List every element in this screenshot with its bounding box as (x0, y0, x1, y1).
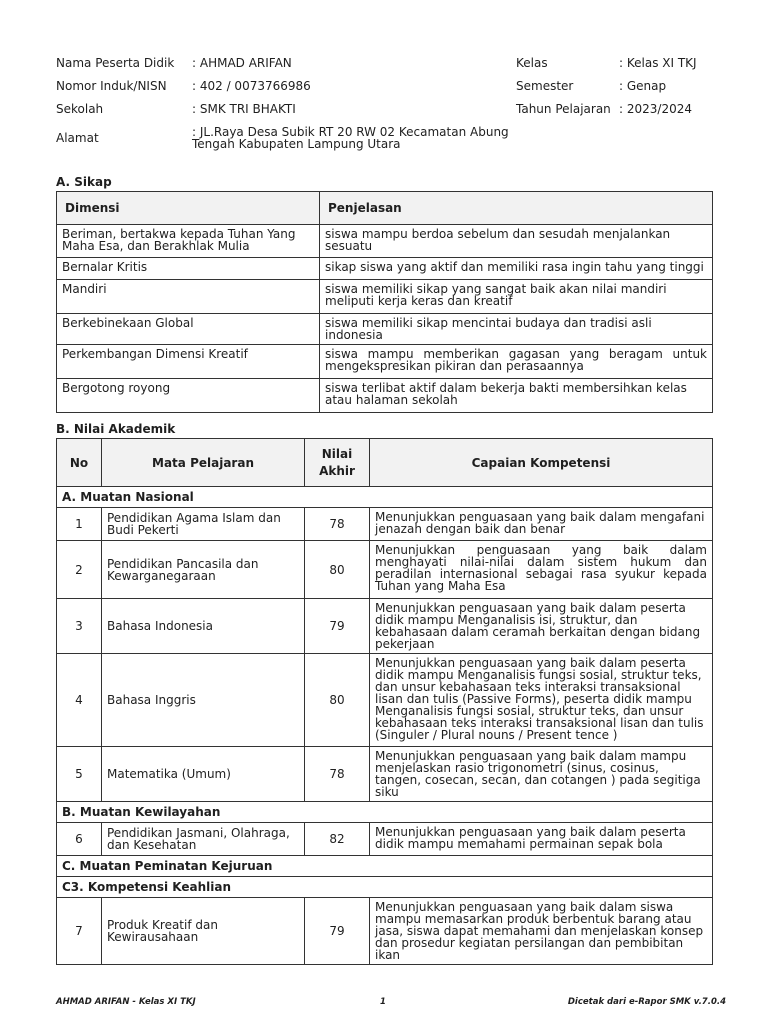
nilai-header-no: No (57, 439, 102, 487)
sikap-penjelasan: siswa memiliki sikap mencintai budaya dan tradisi asli indonesia (320, 314, 713, 345)
row-mapel: Pendidikan Pancasila dan Kewarganegaraan (102, 541, 305, 599)
sikap-section-title: A. Sikap (56, 175, 112, 189)
row-capaian: Menunjukkan penguasaan yang baik dalam siswa mampu memasarkan produk berbentuk barang atau jasa, siswa dapat memahami dan menjelaskan konsep dan prosedur kegiatan persilangan dan pembibitan ikan (370, 898, 713, 965)
row-nilai: 78 (305, 747, 370, 802)
row-mapel: Pendidikan Agama Islam dan Budi Pekerti (102, 508, 305, 541)
row-capaian: Menunjukkan penguasaan yang baik dalam mampu menjelaskan rasio trigonometri (sinus, cosinus, tangen, cosecan, secan, dan cotangen ) pada segitiga siku (370, 747, 713, 802)
sikap-header-row (57, 192, 713, 225)
row-nilai: 80 (305, 654, 370, 747)
group-muatan-peminatan: C. Muatan Peminatan Kejuruan (57, 856, 713, 877)
sikap-dimensi: Perkembangan Dimensi Kreatif (57, 345, 320, 379)
semester-label: Semester (516, 79, 574, 93)
table-row (57, 280, 713, 314)
sikap-dimensi: Bernalar Kritis (57, 258, 320, 280)
nisn-value: : 402 / 0073766986 (192, 79, 311, 93)
group-row (57, 856, 713, 877)
row-nilai: 79 (305, 898, 370, 965)
row-no: 1 (57, 508, 102, 541)
table-row (57, 898, 713, 965)
row-nilai: 80 (305, 541, 370, 599)
row-capaian: Menunjukkan penguasaan yang baik dalam peserta didik mampu Menganalisis fungsi sosial, struktur teks, dan unsur kebahasaan teks interaksi transaksional lisan dan tulis (Passive Forms), peserta didik mampu Menganalisis fungsi sosial, struktur teks, dan unsur kebahasaan teks interaksi transaksional lisan dan tulis (Singuler / Plural nouns / Present tence ) (370, 654, 713, 747)
table-row (57, 258, 713, 280)
table-row (57, 747, 713, 802)
row-no: 5 (57, 747, 102, 802)
group-kompetensi-keahlian: C3. Kompetensi Keahlian (57, 877, 713, 898)
footer-page-number: 1 (380, 997, 386, 1007)
tahun-value: : 2023/2024 (619, 102, 692, 116)
kelas-label: Kelas (516, 56, 548, 70)
sikap-penjelasan: sikap siswa yang aktif dan memiliki rasa ingin tahu yang tinggi (320, 258, 713, 280)
nilai-header-nilai: Nilai Akhir (305, 439, 370, 487)
sikap-dimensi: Bergotong royong (57, 379, 320, 413)
table-row (57, 823, 713, 856)
sikap-penjelasan: siswa mampu memberikan gagasan yang beragam untuk mengekspresikan pikiran dan perasaannya (320, 345, 713, 379)
footer-student: AHMAD ARIFAN - Kelas XI TKJ (56, 997, 196, 1007)
row-no: 7 (57, 898, 102, 965)
table-row (57, 314, 713, 345)
tahun-label: Tahun Pelajaran (516, 102, 611, 116)
nilai-header-mapel: Mata Pelajaran (102, 439, 305, 487)
alamat-label: Alamat (56, 131, 99, 145)
row-nilai: 82 (305, 823, 370, 856)
row-capaian: Menunjukkan penguasaan yang baik dalam mengafani jenazah dengan baik dan benar (370, 508, 713, 541)
table-row (57, 379, 713, 413)
table-row (57, 599, 713, 654)
group-muatan-nasional: A. Muatan Nasional (57, 487, 713, 508)
row-mapel: Pendidikan Jasmani, Olahraga, dan Kesehatan (102, 823, 305, 856)
row-mapel: Matematika (Umum) (102, 747, 305, 802)
table-row (57, 225, 713, 258)
footer-printed-by: Dicetak dari e-Rapor SMK v.7.0.4 (567, 997, 726, 1007)
row-no: 6 (57, 823, 102, 856)
group-muatan-kewilayahan: B. Muatan Kewilayahan (57, 802, 713, 823)
row-no: 4 (57, 654, 102, 747)
sikap-penjelasan: siswa terlibat aktif dalam bekerja bakti membersihkan kelas atau halaman sekolah (320, 379, 713, 413)
nisn-label: Nomor Induk/NISN (56, 79, 167, 93)
row-nilai: 79 (305, 599, 370, 654)
table-row (57, 345, 713, 379)
alamat-value: : JL.Raya Desa Subik RT 20 RW 02 Kecamatan Abung Tengah Kabupaten Lampung Utara (192, 125, 509, 151)
sikap-dimensi: Mandiri (57, 280, 320, 314)
table-row (57, 508, 713, 541)
row-mapel: Bahasa Indonesia (102, 599, 305, 654)
nama-value: : AHMAD ARIFAN (192, 56, 292, 70)
table-row (57, 654, 713, 747)
table-row (57, 541, 713, 599)
semester-value: : Genap (619, 79, 667, 93)
group-row (57, 802, 713, 823)
sikap-table (56, 191, 713, 413)
row-no: 2 (57, 541, 102, 599)
sikap-penjelasan: siswa memiliki sikap yang sangat baik akan nilai mandiri meliputi kerja keras dan kreatif (320, 280, 713, 314)
sikap-dimensi: Berkebinekaan Global (57, 314, 320, 345)
nilai-table (56, 438, 713, 965)
group-row (57, 877, 713, 898)
sikap-header-penjelasan: Penjelasan (320, 192, 713, 225)
row-capaian: Menunjukkan penguasaan yang baik dalam peserta didik mampu Menganalisis isi, struktur, dan kebahasaan dalam ceramah berkaitan dengan bidang pekerjaan (370, 599, 713, 654)
nilai-header-row (57, 439, 713, 487)
row-capaian: Menunjukkan penguasaan yang baik dalam peserta didik mampu memahami permainan sepak bola (370, 823, 713, 856)
nilai-section-title: B. Nilai Akademik (56, 422, 176, 436)
row-mapel: Produk Kreatif dan Kewirausahaan (102, 898, 305, 965)
sikap-header-dimensi: Dimensi (57, 192, 320, 225)
row-nilai: 78 (305, 508, 370, 541)
kelas-value: : Kelas XI TKJ (619, 56, 697, 70)
sekolah-label: Sekolah (56, 102, 104, 116)
nilai-header-capaian: Capaian Kompetensi (370, 439, 713, 487)
nama-label: Nama Peserta Didik (56, 56, 175, 70)
row-capaian: Menunjukkan penguasaan yang baik dalam menghayati nilai-nilai dalam sistem hukum dan peradilan internasional sebagai rasa syukur kepada Tuhan yang Maha Esa (370, 541, 713, 599)
sikap-dimensi: Beriman, bertakwa kepada Tuhan Yang Maha Esa, dan Berakhlak Mulia (57, 225, 320, 258)
group-row (57, 487, 713, 508)
row-no: 3 (57, 599, 102, 654)
row-mapel: Bahasa Inggris (102, 654, 305, 747)
sekolah-value: : SMK TRI BHAKTI (192, 102, 296, 116)
sikap-penjelasan: siswa mampu berdoa sebelum dan sesudah menjalankan sesuatu (320, 225, 713, 258)
